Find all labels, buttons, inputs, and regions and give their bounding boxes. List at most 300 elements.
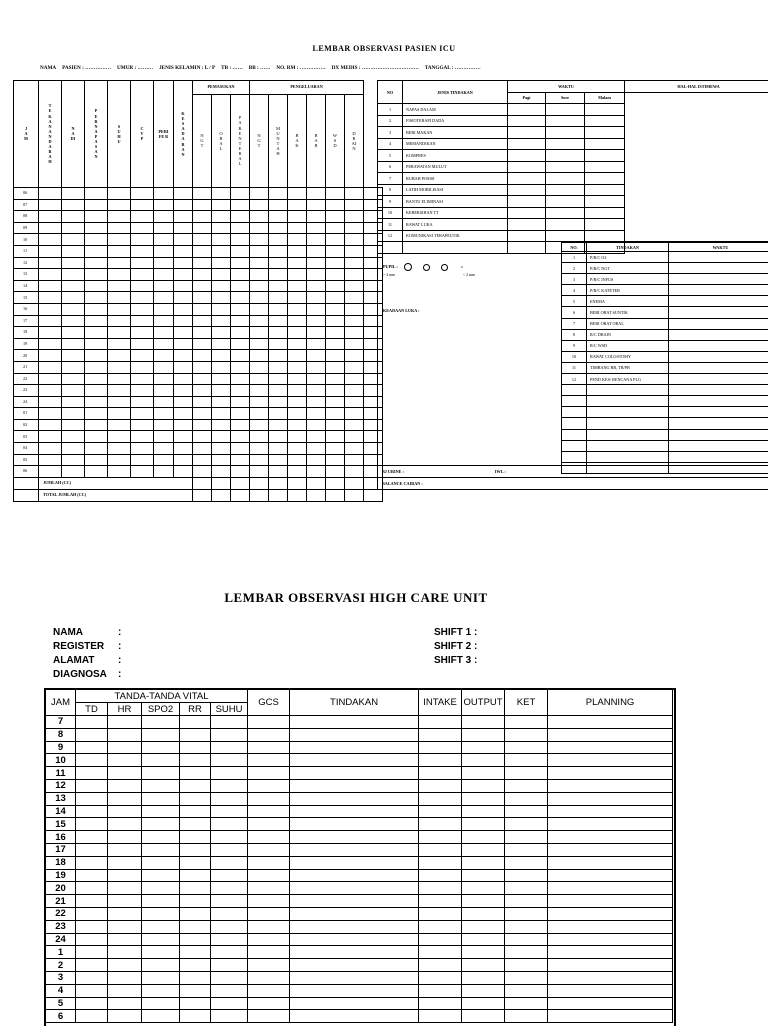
vital-cell[interactable]	[154, 419, 174, 431]
vital-cell[interactable]	[131, 454, 154, 466]
hcu-cell[interactable]	[462, 741, 505, 754]
hcu-cell[interactable]	[419, 997, 462, 1010]
vital-cell[interactable]	[174, 315, 193, 327]
vital-cell[interactable]	[154, 245, 174, 257]
vital-cell[interactable]	[231, 222, 250, 234]
hcu-cell[interactable]	[211, 869, 248, 882]
vital-cell[interactable]	[326, 431, 345, 443]
hcu-cell[interactable]	[211, 831, 248, 844]
vital-cell[interactable]	[345, 234, 364, 246]
activity-time-cell[interactable]	[546, 230, 585, 242]
vital-cell[interactable]	[231, 257, 250, 269]
hcu-cell[interactable]	[108, 805, 142, 818]
hcu-cell[interactable]	[180, 907, 211, 920]
vital-cell[interactable]	[326, 350, 345, 362]
vital-cell[interactable]	[231, 327, 250, 339]
vital-cell[interactable]	[231, 211, 250, 223]
hcu-cell[interactable]	[142, 818, 180, 831]
hcu-cell[interactable]	[248, 984, 290, 997]
vital-cell[interactable]	[193, 245, 212, 257]
icu-info-field[interactable]: BB : ……	[249, 65, 271, 71]
hcu-cell[interactable]	[76, 792, 108, 805]
vital-cell[interactable]	[131, 280, 154, 292]
vital-cell[interactable]	[154, 222, 174, 234]
hcu-cell[interactable]	[419, 920, 462, 933]
hcu-cell[interactable]	[505, 882, 548, 895]
hcu-cell[interactable]	[462, 946, 505, 959]
vital-cell[interactable]	[131, 431, 154, 443]
vital-cell[interactable]	[39, 350, 62, 362]
hcu-cell[interactable]	[248, 907, 290, 920]
vital-cell[interactable]	[62, 280, 85, 292]
vital-cell[interactable]	[288, 466, 307, 478]
hcu-cell[interactable]	[462, 767, 505, 780]
vital-cell[interactable]	[250, 350, 269, 362]
hcu-cell[interactable]	[290, 818, 419, 831]
hcu-cell[interactable]	[142, 728, 180, 741]
hcu-cell[interactable]	[462, 895, 505, 908]
vital-cell[interactable]	[307, 466, 326, 478]
hcu-cell[interactable]	[211, 1010, 248, 1023]
tindakan-blank-no[interactable]	[562, 451, 587, 462]
vital-cell[interactable]	[212, 327, 231, 339]
hcu-cell[interactable]	[548, 997, 673, 1010]
activity-time-cell[interactable]	[585, 161, 625, 173]
hcu-cell[interactable]	[462, 805, 505, 818]
hcu-cell[interactable]	[76, 946, 108, 959]
vital-cell[interactable]	[212, 188, 231, 200]
hcu-cell[interactable]	[180, 959, 211, 972]
vital-cell[interactable]	[131, 211, 154, 223]
hcu-cell[interactable]	[462, 907, 505, 920]
vital-cell[interactable]	[231, 408, 250, 420]
pupil-large-circle-icon[interactable]	[404, 263, 412, 271]
hcu-cell[interactable]	[108, 882, 142, 895]
hcu-cell[interactable]	[548, 805, 673, 818]
hcu-cell[interactable]	[462, 779, 505, 792]
vital-cell[interactable]	[212, 234, 231, 246]
hcu-cell[interactable]	[462, 792, 505, 805]
vital-cell[interactable]	[288, 373, 307, 385]
tindakan-blank-no[interactable]	[562, 407, 587, 418]
icu-info-field[interactable]: NO. RM : ……………	[276, 65, 325, 71]
vital-cell[interactable]	[231, 350, 250, 362]
vital-cell[interactable]	[288, 222, 307, 234]
hcu-cell[interactable]	[76, 997, 108, 1010]
hcu-cell[interactable]	[419, 728, 462, 741]
vital-cell[interactable]	[269, 373, 288, 385]
hcu-cell[interactable]	[505, 959, 548, 972]
hcu-cell[interactable]	[248, 895, 290, 908]
vital-cell[interactable]	[231, 303, 250, 315]
vital-cell[interactable]	[269, 443, 288, 455]
vital-cell[interactable]	[85, 188, 108, 200]
vital-cell[interactable]	[193, 338, 212, 350]
hcu-cell[interactable]	[108, 728, 142, 741]
hcu-cell[interactable]	[548, 882, 673, 895]
hcu-cell[interactable]	[211, 779, 248, 792]
vital-cell[interactable]	[154, 303, 174, 315]
hcu-cell[interactable]	[142, 869, 180, 882]
vital-cell[interactable]	[131, 257, 154, 269]
hcu-cell[interactable]	[548, 843, 673, 856]
hcu-cell[interactable]	[505, 946, 548, 959]
sum-cell[interactable]	[307, 477, 326, 489]
vital-cell[interactable]	[269, 431, 288, 443]
hcu-cell[interactable]	[548, 831, 673, 844]
vital-cell[interactable]	[108, 454, 131, 466]
hcu-cell[interactable]	[419, 933, 462, 946]
hcu-cell[interactable]	[505, 741, 548, 754]
vital-cell[interactable]	[108, 361, 131, 373]
vital-cell[interactable]	[85, 385, 108, 397]
vital-cell[interactable]	[108, 419, 131, 431]
vital-cell[interactable]	[212, 269, 231, 281]
vital-cell[interactable]	[193, 188, 212, 200]
hcu-cell[interactable]	[248, 767, 290, 780]
tindakan-time-cell[interactable]	[669, 385, 768, 396]
vital-cell[interactable]	[39, 303, 62, 315]
hcu-cell[interactable]	[108, 997, 142, 1010]
vital-cell[interactable]	[108, 327, 131, 339]
vital-cell[interactable]	[307, 361, 326, 373]
vital-cell[interactable]	[250, 211, 269, 223]
vital-cell[interactable]	[85, 269, 108, 281]
vital-cell[interactable]	[326, 292, 345, 304]
vital-cell[interactable]	[154, 373, 174, 385]
vital-cell[interactable]	[174, 431, 193, 443]
vital-cell[interactable]	[345, 385, 364, 397]
vital-cell[interactable]	[174, 361, 193, 373]
activity-time-cell[interactable]	[585, 115, 625, 127]
hcu-cell[interactable]	[419, 805, 462, 818]
vital-cell[interactable]	[39, 419, 62, 431]
activity-time-cell[interactable]	[546, 127, 585, 139]
vital-cell[interactable]	[39, 361, 62, 373]
vital-cell[interactable]	[131, 292, 154, 304]
vital-cell[interactable]	[269, 350, 288, 362]
vital-cell[interactable]	[288, 338, 307, 350]
vital-cell[interactable]	[131, 222, 154, 234]
vital-cell[interactable]	[250, 257, 269, 269]
vital-cell[interactable]	[85, 361, 108, 373]
hcu-cell[interactable]	[248, 856, 290, 869]
hcu-cell[interactable]	[211, 920, 248, 933]
hcu-cell[interactable]	[248, 843, 290, 856]
hcu-cell[interactable]	[211, 856, 248, 869]
vital-cell[interactable]	[326, 443, 345, 455]
activity-time-cell[interactable]	[546, 150, 585, 162]
vital-cell[interactable]	[154, 234, 174, 246]
hcu-cell[interactable]	[211, 843, 248, 856]
vital-cell[interactable]	[345, 431, 364, 443]
hcu-cell[interactable]	[505, 728, 548, 741]
vital-cell[interactable]	[108, 292, 131, 304]
vital-cell[interactable]	[193, 327, 212, 339]
hcu-cell[interactable]	[548, 895, 673, 908]
vital-cell[interactable]	[174, 466, 193, 478]
hcu-cell[interactable]	[462, 984, 505, 997]
vital-cell[interactable]	[108, 385, 131, 397]
hcu-cell[interactable]	[548, 792, 673, 805]
hcu-cell[interactable]	[419, 818, 462, 831]
vital-cell[interactable]	[307, 327, 326, 339]
vital-cell[interactable]	[108, 431, 131, 443]
tindakan-blank-no[interactable]	[562, 440, 587, 451]
hcu-cell[interactable]	[419, 843, 462, 856]
hcu-cell[interactable]	[290, 907, 419, 920]
vital-cell[interactable]	[154, 454, 174, 466]
vital-cell[interactable]	[85, 408, 108, 420]
tindakan-time-cell[interactable]	[669, 329, 768, 340]
hcu-cell[interactable]	[548, 869, 673, 882]
hcu-cell[interactable]	[548, 728, 673, 741]
vital-cell[interactable]	[345, 419, 364, 431]
hcu-cell[interactable]	[505, 997, 548, 1010]
vital-cell[interactable]	[345, 303, 364, 315]
vital-cell[interactable]	[307, 199, 326, 211]
hcu-cell[interactable]	[76, 767, 108, 780]
vital-cell[interactable]	[39, 315, 62, 327]
vital-cell[interactable]	[326, 315, 345, 327]
vital-cell[interactable]	[212, 408, 231, 420]
hcu-cell[interactable]	[248, 831, 290, 844]
vital-cell[interactable]	[108, 408, 131, 420]
vital-cell[interactable]	[345, 245, 364, 257]
vital-cell[interactable]	[326, 257, 345, 269]
hcu-cell[interactable]	[76, 971, 108, 984]
hcu-cell[interactable]	[76, 856, 108, 869]
vital-cell[interactable]	[85, 315, 108, 327]
hcu-cell[interactable]	[505, 920, 548, 933]
vital-cell[interactable]	[85, 373, 108, 385]
hcu-cell[interactable]	[108, 907, 142, 920]
tindakan-time-cell[interactable]	[669, 362, 768, 373]
vital-cell[interactable]	[269, 338, 288, 350]
hcu-cell[interactable]	[290, 971, 419, 984]
hcu-cell[interactable]	[419, 741, 462, 754]
vital-cell[interactable]	[131, 188, 154, 200]
vital-cell[interactable]	[39, 222, 62, 234]
hcu-cell[interactable]	[248, 946, 290, 959]
hcu-cell[interactable]	[76, 882, 108, 895]
vital-cell[interactable]	[288, 292, 307, 304]
vital-cell[interactable]	[174, 199, 193, 211]
tindakan-time-cell[interactable]	[669, 318, 768, 329]
vital-cell[interactable]	[85, 211, 108, 223]
hcu-cell[interactable]	[142, 959, 180, 972]
hcu-cell[interactable]	[76, 1010, 108, 1023]
tindakan-blank-name[interactable]	[587, 396, 669, 407]
activity-time-cell[interactable]	[546, 184, 585, 196]
hcu-cell[interactable]	[462, 1010, 505, 1023]
hcu-cell[interactable]	[248, 716, 290, 729]
vital-cell[interactable]	[345, 222, 364, 234]
vital-cell[interactable]	[193, 234, 212, 246]
vital-cell[interactable]	[288, 303, 307, 315]
vital-cell[interactable]	[174, 211, 193, 223]
sum-cell[interactable]	[193, 477, 212, 489]
hcu-cell[interactable]	[462, 856, 505, 869]
hcu-cell[interactable]	[505, 779, 548, 792]
hcu-cell[interactable]	[180, 1010, 211, 1023]
vital-cell[interactable]	[174, 257, 193, 269]
vital-cell[interactable]	[85, 454, 108, 466]
vital-cell[interactable]	[345, 338, 364, 350]
vital-cell[interactable]	[62, 431, 85, 443]
tindakan-blank-name[interactable]	[587, 440, 669, 451]
tindakan-time-cell[interactable]	[669, 252, 768, 263]
vital-cell[interactable]	[131, 408, 154, 420]
vital-cell[interactable]	[62, 350, 85, 362]
hcu-cell[interactable]	[142, 792, 180, 805]
vital-cell[interactable]	[212, 419, 231, 431]
vital-cell[interactable]	[231, 419, 250, 431]
vital-cell[interactable]	[231, 361, 250, 373]
hcu-cell[interactable]	[211, 946, 248, 959]
hcu-cell[interactable]	[211, 792, 248, 805]
hcu-cell[interactable]	[419, 882, 462, 895]
hcu-cell[interactable]	[180, 831, 211, 844]
hcu-cell[interactable]	[462, 959, 505, 972]
vital-cell[interactable]	[250, 199, 269, 211]
vital-cell[interactable]	[39, 188, 62, 200]
hcu-cell[interactable]	[108, 754, 142, 767]
vital-cell[interactable]	[307, 338, 326, 350]
vital-cell[interactable]	[269, 303, 288, 315]
vital-cell[interactable]	[231, 269, 250, 281]
hcu-cell[interactable]	[462, 882, 505, 895]
vital-cell[interactable]	[85, 303, 108, 315]
vital-cell[interactable]	[269, 188, 288, 200]
sum-cell[interactable]	[269, 489, 288, 501]
tindakan-time-cell[interactable]	[669, 274, 768, 285]
hcu-cell[interactable]	[76, 831, 108, 844]
tindakan-blank-name[interactable]	[587, 451, 669, 462]
vital-cell[interactable]	[231, 280, 250, 292]
vital-cell[interactable]	[193, 350, 212, 362]
vital-cell[interactable]	[326, 234, 345, 246]
vital-cell[interactable]	[85, 234, 108, 246]
vital-cell[interactable]	[62, 419, 85, 431]
tindakan-time-cell[interactable]	[669, 263, 768, 274]
vital-cell[interactable]	[345, 292, 364, 304]
activity-time-cell[interactable]	[508, 230, 546, 242]
vital-cell[interactable]	[174, 338, 193, 350]
vital-cell[interactable]	[174, 280, 193, 292]
hcu-cell[interactable]	[248, 754, 290, 767]
hcu-cell[interactable]	[290, 959, 419, 972]
vital-cell[interactable]	[288, 280, 307, 292]
sum-cell[interactable]	[307, 489, 326, 501]
tindakan-time-cell[interactable]	[669, 351, 768, 362]
hcu-cell[interactable]	[180, 997, 211, 1010]
vital-cell[interactable]	[307, 303, 326, 315]
hcu-cell[interactable]	[548, 716, 673, 729]
hcu-cell[interactable]	[180, 971, 211, 984]
hcu-cell[interactable]	[419, 831, 462, 844]
sum-cell[interactable]	[326, 477, 345, 489]
vital-cell[interactable]	[62, 211, 85, 223]
vital-cell[interactable]	[85, 245, 108, 257]
vital-cell[interactable]	[154, 327, 174, 339]
hcu-cell[interactable]	[462, 831, 505, 844]
vital-cell[interactable]	[288, 431, 307, 443]
hcu-cell[interactable]	[248, 792, 290, 805]
tindakan-time-cell[interactable]	[669, 396, 768, 407]
vital-cell[interactable]	[154, 385, 174, 397]
vital-cell[interactable]	[288, 327, 307, 339]
hcu-cell[interactable]	[419, 754, 462, 767]
hcu-cell[interactable]	[419, 716, 462, 729]
hcu-cell[interactable]	[290, 767, 419, 780]
vital-cell[interactable]	[326, 419, 345, 431]
vital-cell[interactable]	[131, 327, 154, 339]
tindakan-blank-no[interactable]	[562, 385, 587, 396]
hcu-cell[interactable]	[290, 1010, 419, 1023]
vital-cell[interactable]	[85, 466, 108, 478]
hcu-cell[interactable]	[108, 984, 142, 997]
vital-cell[interactable]	[174, 350, 193, 362]
vital-cell[interactable]	[193, 315, 212, 327]
hcu-cell[interactable]	[180, 767, 211, 780]
vital-cell[interactable]	[231, 188, 250, 200]
vital-cell[interactable]	[269, 315, 288, 327]
hcu-cell[interactable]	[180, 728, 211, 741]
vital-cell[interactable]	[288, 199, 307, 211]
vital-cell[interactable]	[39, 454, 62, 466]
vital-cell[interactable]	[345, 327, 364, 339]
vital-cell[interactable]	[345, 188, 364, 200]
vital-cell[interactable]	[39, 234, 62, 246]
vital-cell[interactable]	[212, 292, 231, 304]
activity-time-cell[interactable]	[508, 207, 546, 219]
vital-cell[interactable]	[231, 315, 250, 327]
hcu-cell[interactable]	[462, 933, 505, 946]
vital-cell[interactable]	[250, 245, 269, 257]
hcu-cell[interactable]	[142, 971, 180, 984]
vital-cell[interactable]	[154, 361, 174, 373]
hcu-cell[interactable]	[290, 792, 419, 805]
vital-cell[interactable]	[154, 431, 174, 443]
vital-cell[interactable]	[62, 373, 85, 385]
vital-cell[interactable]	[154, 292, 174, 304]
vital-cell[interactable]	[345, 361, 364, 373]
vital-cell[interactable]	[288, 408, 307, 420]
hcu-cell[interactable]	[548, 754, 673, 767]
vital-cell[interactable]	[345, 199, 364, 211]
vital-cell[interactable]	[131, 396, 154, 408]
vital-cell[interactable]	[288, 350, 307, 362]
vital-cell[interactable]	[288, 245, 307, 257]
vital-cell[interactable]	[174, 454, 193, 466]
hcu-cell[interactable]	[76, 959, 108, 972]
vital-cell[interactable]	[326, 373, 345, 385]
hcu-cell[interactable]	[548, 907, 673, 920]
pupil-medium-circle-icon[interactable]	[423, 264, 430, 271]
vital-cell[interactable]	[193, 443, 212, 455]
vital-cell[interactable]	[250, 431, 269, 443]
vital-cell[interactable]	[231, 234, 250, 246]
vital-cell[interactable]	[212, 315, 231, 327]
hcu-cell[interactable]	[505, 895, 548, 908]
hcu-cell[interactable]	[76, 843, 108, 856]
hcu-cell[interactable]	[505, 716, 548, 729]
vital-cell[interactable]	[212, 199, 231, 211]
activity-time-cell[interactable]	[546, 219, 585, 231]
vital-cell[interactable]	[307, 454, 326, 466]
sum-cell[interactable]	[269, 477, 288, 489]
